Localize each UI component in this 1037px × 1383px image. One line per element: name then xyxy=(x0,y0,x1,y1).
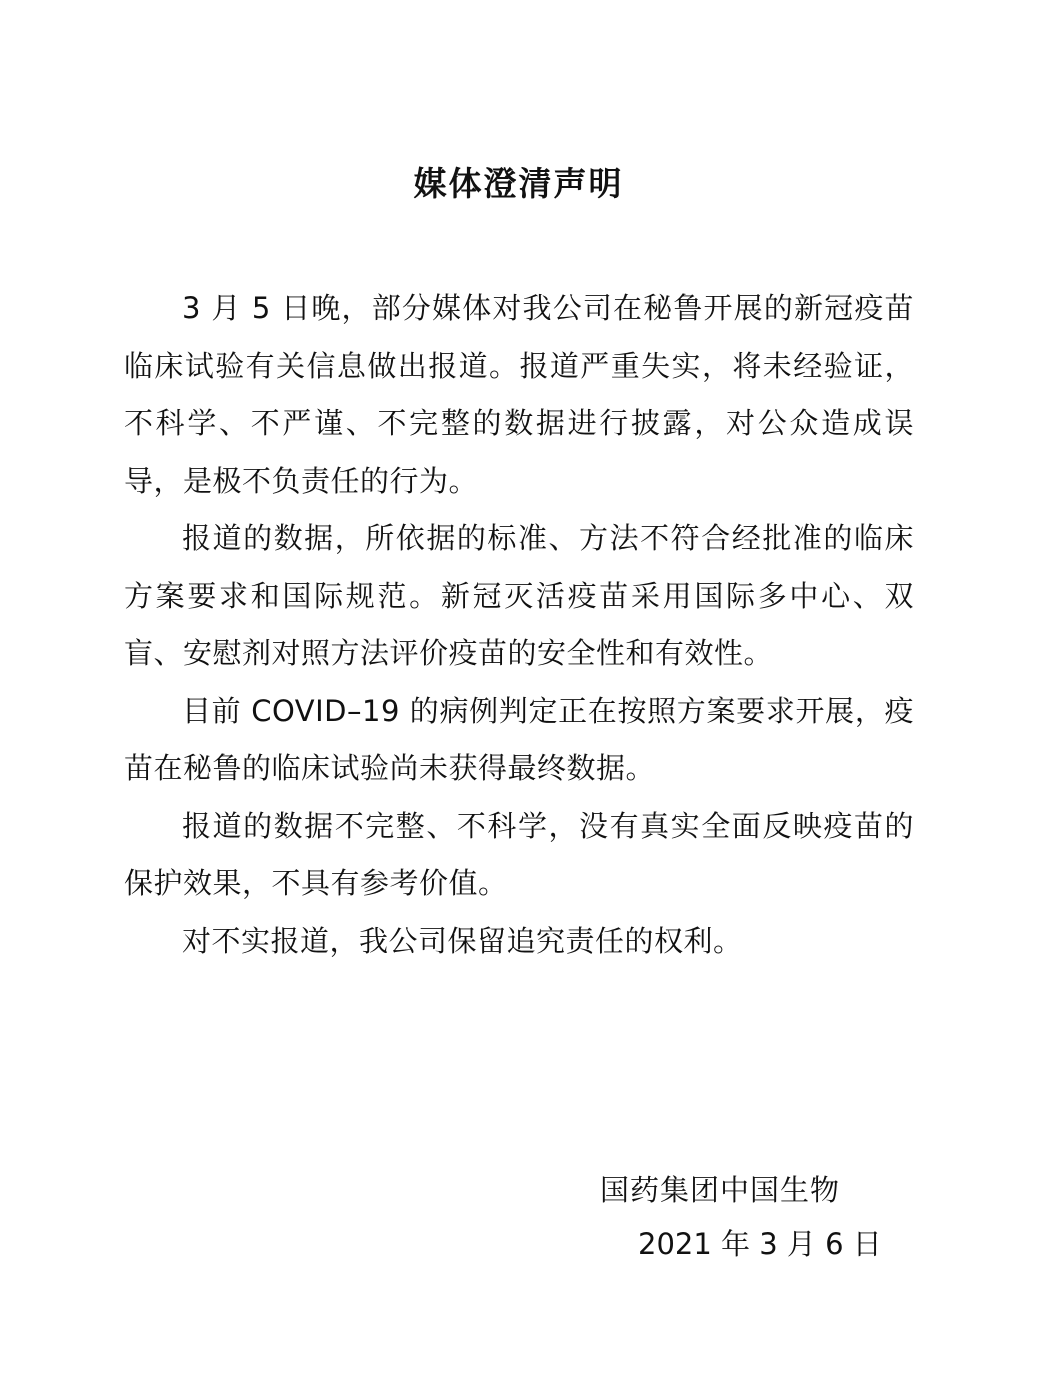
paragraph-5: 对不实报道，我公司保留追究责任的权利。 xyxy=(182,923,743,958)
paragraph-1: 3 月 5 日晚，部分媒体对我公司在秘鲁开展的新冠疫苗临床试验有关信息做出报道。报道严重失实，将未经验证，不科学、不严谨、不完整的数据进行披露，对公众造成误导，是极不负责任的行为。 xyxy=(124,291,914,498)
paragraph-4: 报道的数据不完整、不科学，没有真实全面反映疫苗的保护效果，不具有参考价值。 xyxy=(124,808,914,900)
document-title: 媒体澄清声明 xyxy=(413,164,624,203)
signature-date: 2021 年 3 月 6 日 xyxy=(638,1227,882,1261)
signature-block xyxy=(600,1163,900,1271)
paragraph-3: 目前 COVID–19 的病例判定正在按照方案要求开展，疫苗在秘鲁的临床试验尚未获得最终数据。 xyxy=(124,693,914,785)
paragraph-2: 报道的数据，所依据的标准、方法不符合经批准的临床方案要求和国际规范。新冠灭活疫苗采用国际多中心、双盲、安慰剂对照方法评价疫苗的安全性和有效性。 xyxy=(124,521,914,670)
statement-body xyxy=(124,280,914,970)
signature-organization: 国药集团中国生物 xyxy=(600,1173,841,1207)
